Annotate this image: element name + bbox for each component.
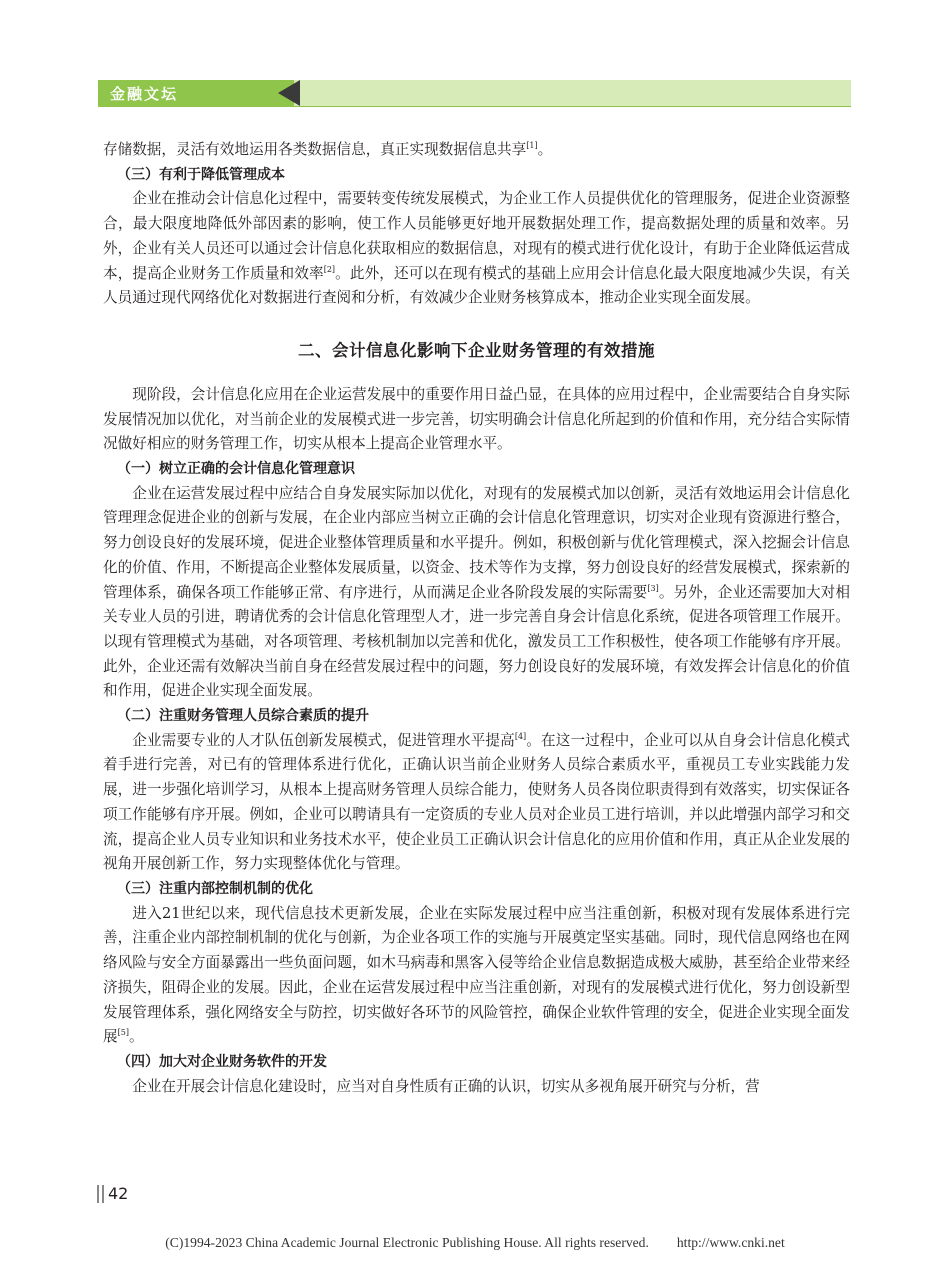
section-title: 二、会计信息化影响下企业财务管理的有效措施 [298,340,655,360]
running-header [98,80,851,106]
paragraph: 企业在推动会计信息化过程中，需要转变传统发展模式，为企业工作人员提供优化的管理服务，促进企业资源整合，最大限度地降低外部因素的影响，使工作人员能够更好地开展数据处理工作，提高数据处理的质量和效率。另外，企业有关人员还可以通过会计信息化获取相应的数据信息，对现有的模式进行优化设计，有助于企业降低运营成本，提高企业财务工作质量和效率[2]。此外，还可以在现有模式的基础上应用会计信息化最大限度地减少失误，有关人员通过现代网络优化对数据进行查阅和分析，有效减少企业财务核算成本，推动企业实现全面发展。 [103,190,850,307]
page-marker-icon [97,1185,104,1203]
paragraph: 存储数据，灵活有效地运用各类数据信息，真正实现数据信息共享[1]。 [103,141,553,158]
citation-ref[interactable]: [5] [117,1028,129,1038]
paragraph: 企业在运营发展过程中应结合自身发展实际加以优化，对现有的发展模式加以创新，灵活有效地运用会计信息化管理理念促进企业的创新与发展，在企业内部应当树立正确的会计信息化管理意识，切实对企业现有资源进行整合，努力创设良好的发展环境，促进企业整体管理质量和水平提升。例如，积极创新与优化管理模式，深入挖掘会计信息化的价值、作用，不断提高企业整体发展质量，以资金、技术等作为支撑，努力创设良好的经营发展模式，探索新的管理体系，确保各项工作能够正常、有序进行，从而满足企业各阶段发展的实际需要[3]。另外，企业还需要加大对相关专业人员的引进，聘请优秀的会计信息化管理型人才，进一步完善自身会计信息化系统，促进各项管理工作展开。以现有管理模式为基础，对各项管理、考核机制加以完善和优化，激发员工工作积极性，使各项工作能够有序开展。此外，企业还需有效解决当前自身在经营发展过程中的问题，努力创设良好的发展环境，有效发挥会计信息化的价值和作用，促进企业实现全面发展。 [103,484,850,700]
copyright-text: (C)1994-2023 China Academic Journal Electronic Publishing House. All rights reserved. [165,1235,649,1250]
citation-ref[interactable]: [4] [514,731,527,741]
paragraph: 企业在开展会计信息化建设时，应当对自身性质有正确的认识，切实从多视角展开研究与分析，营 [132,1077,760,1095]
article-body [103,138,850,1099]
subheading: （三）有利于降低管理成本 [117,166,285,183]
subheading: （三）注重内部控制机制的优化 [117,880,313,897]
header-rule [98,106,851,107]
citation-ref[interactable]: [1] [526,141,538,150]
copyright-footer [0,1235,950,1251]
header-notch-icon [278,80,300,106]
column-title: 金融文坛 [110,85,179,103]
paragraph: 现阶段，会计信息化应用在企业运营发展中的重要作用日益凸显，在具体的应用过程中，企业需要结合自身实际发展情况加以优化，对当前企业的发展模式进一步完善，切实明确会计信息化所起到的价值和作用，充分结合实际情况做好相应的财务管理工作，切实从根本上提高企业管理水平。 [103,385,850,453]
citation-ref[interactable]: [3] [647,583,659,593]
subheading: （四）加大对企业财务软件的开发 [117,1053,327,1070]
paragraph: 企业需要专业的人才队伍创新发展模式，促进管理水平提高[4]。在这一过程中，企业可以从自身会计信息化模式着手进行完善，对已有的管理体系进行优化，正确认识当前企业财务人员综合素质水平，重视员工专业实践能力发展，进一步强化培训学习，从根本上提高财务管理人员综合能力，使财务人员各岗位职责得到有效落实，切实保证各项工作能够有序开展。例如，企业可以聘请具有一定资质的专业人员对企业员工进行培训，并以此增强内部学习和交流，提高企业人员专业知识和业务技术水平，使企业员工正确认识会计信息化的应用价值和作用，真正从企业发展的视角开展创新工作，努力实现整体优化与管理。 [103,731,850,873]
page-number [97,1184,128,1203]
subheading: （二）注重财务管理人员综合素质的提升 [117,708,369,725]
citation-ref[interactable]: [2] [323,264,336,274]
page-number-text: 42 [108,1184,129,1203]
paragraph: 进入21世纪以来，现代信息技术更新发展，企业在实际发展过程中应当注重创新，积极对现有发展体系进行完善，注重企业内部控制机制的优化与创新，为企业各项工作的实施与开展奠定坚实基础。同时，现代信息网络也在网络风险与安全方面暴露出一些负面问题，如木马病毒和黑客入侵等给企业信息数据造成极大威胁，甚至给企业带来经济损失，阻碍企业的发展。因此，企业在运营发展过程中应当注重创新，对现有的发展模式进行优化，努力创设新型发展管理体系，强化网络安全与防控，切实做好各环节的风险管控，确保企业软件管理的安全，促进企业实现全面发展[5]。 [103,904,850,1046]
subheading: （一）树立正确的会计信息化管理意识 [117,461,355,478]
footer-url[interactable]: http://www.cnki.net [676,1235,785,1250]
header-band-light [282,80,851,106]
